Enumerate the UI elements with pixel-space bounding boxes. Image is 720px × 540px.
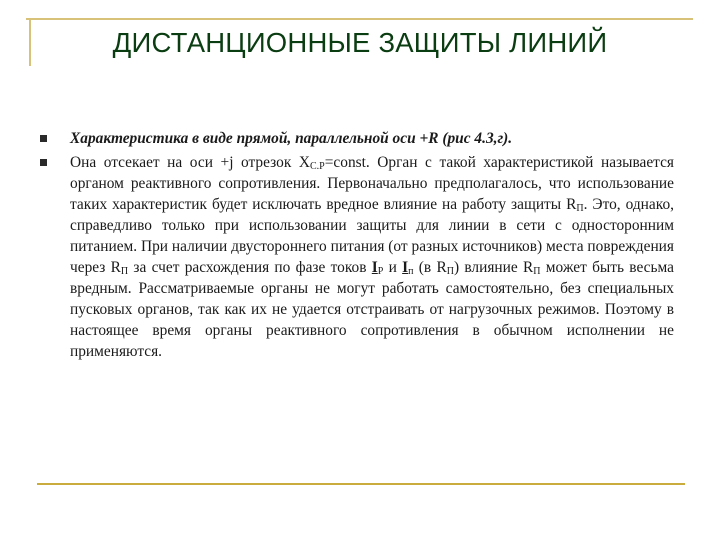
current-symbol: I <box>402 259 409 276</box>
body-text-part: может быть весьма вредным. Рассматриваемые органы не могут работать самостоятельно, без специальных пусковых органов, так как их не удается отстраивать от нагрузочных режимов. Поэтому в настоящее время органы реактивного сопротивления в обычном исполнении не применяются. <box>70 259 674 360</box>
body-text-part: за счет расхождения по фазе токов <box>128 259 372 276</box>
subscript: П <box>120 266 129 277</box>
body-text-part: =const. Орган с такой характеристикой называется органом реактивного сопротивления. Первоначально предполагалось, что использование таких характеристик будет исключать вредное влияние на работу защиты R <box>70 154 675 213</box>
top-rule <box>26 18 693 20</box>
subscript: П <box>533 266 541 277</box>
body-text-part: Она отсекает на оси +j отрезок X <box>70 154 310 171</box>
slide-title: ДИСТАНЦИОННЫЕ ЗАЩИТЫ ЛИНИЙ <box>112 27 608 58</box>
body-text-part: и <box>383 259 403 276</box>
subscript: П <box>446 266 454 277</box>
subscript: П <box>576 203 584 214</box>
characteristic-heading: Характеристика в виде прямой, параллельной оси +R (рис 4.3,г). <box>70 130 513 147</box>
subscript: Р <box>377 266 384 277</box>
current-symbol: I <box>371 259 378 276</box>
bottom-rule <box>37 483 685 485</box>
subscript: п <box>408 266 414 277</box>
bullet-item-1 <box>40 128 674 149</box>
bullet-item-2 <box>40 152 674 362</box>
body-text-part: (в R <box>413 259 447 276</box>
body-text-part: . Это, однако, справедливо только при использовании защиты для линии в сети с односторонним питанием. При наличии двустороннего питания (от разных источников) места повреждения через R <box>70 196 674 276</box>
subscript: С.Р <box>310 161 325 172</box>
square-bullet-icon <box>40 159 47 166</box>
body-text-part: ) влияние R <box>453 259 534 276</box>
square-bullet-icon <box>40 135 47 142</box>
bullet-list <box>40 128 674 362</box>
